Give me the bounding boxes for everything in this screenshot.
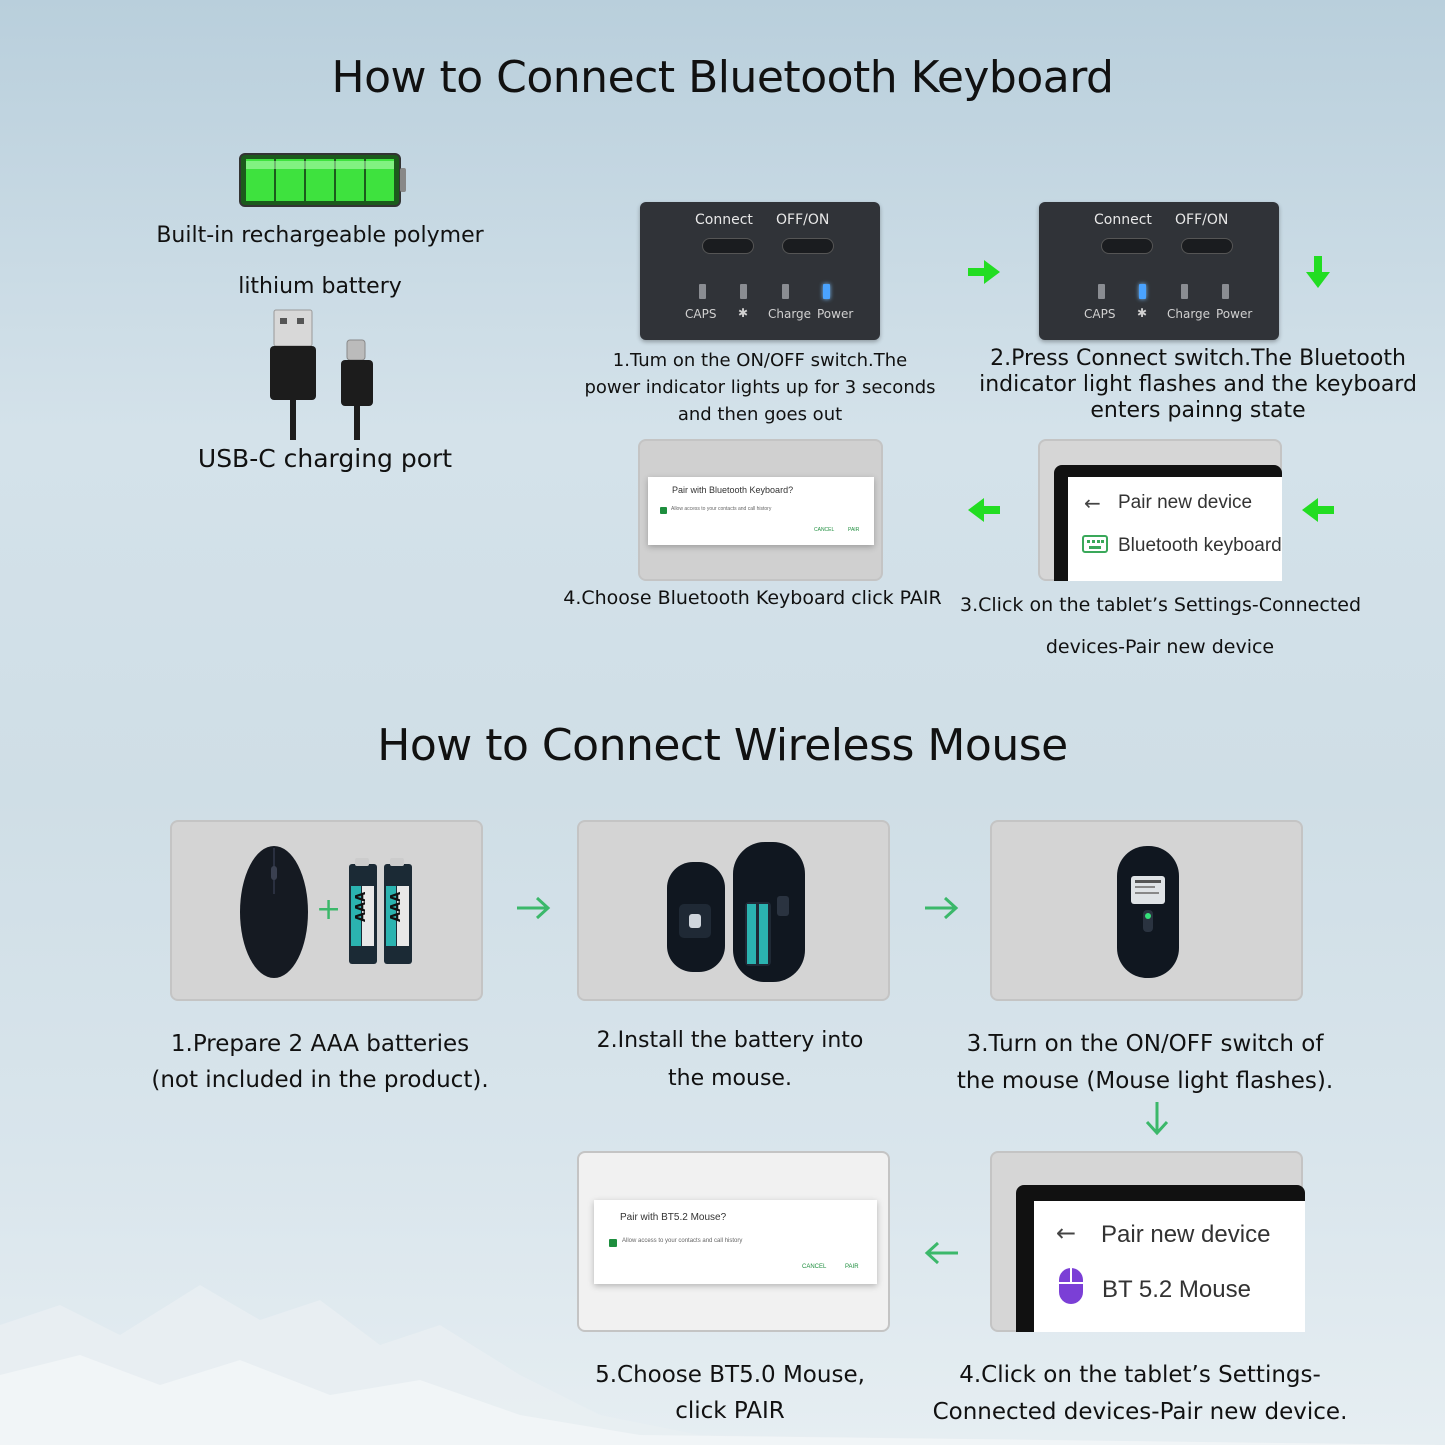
- arrow-left-icon: [1300, 496, 1336, 524]
- pair-new-device-item[interactable]: Pair new device: [1101, 1221, 1271, 1248]
- caption-line: Connected devices-Pair new device.: [932, 1399, 1348, 1425]
- keyboard-step4-panel: [638, 439, 883, 581]
- caption-line: click PAIR: [675, 1398, 785, 1424]
- power-label: Power: [1216, 307, 1253, 321]
- caption-line: power indicator lights up for 3 seconds: [584, 377, 936, 398]
- bt-led: [1139, 284, 1146, 299]
- keyboard-step2-caption: [978, 346, 1418, 424]
- mouse-step5-panel: [577, 1151, 890, 1332]
- caption-line: 3.Turn on the ON/OFF switch of: [966, 1031, 1324, 1057]
- keyboard-panel-step2: [1039, 202, 1279, 340]
- arrow-right-icon: [966, 258, 1002, 286]
- caption-line: (not included in the product).: [151, 1067, 489, 1093]
- caption-line: 4.Click on the tablet’s Settings-: [959, 1362, 1321, 1388]
- aaa-label: AAA: [354, 891, 369, 922]
- power-led: [1222, 284, 1229, 299]
- mouse-step3-caption: [940, 1026, 1350, 1100]
- connect-switch: [702, 238, 754, 254]
- caps-led: [699, 284, 706, 299]
- mouse-step1-caption: [150, 1026, 490, 1098]
- checkbox-icon: [609, 1239, 617, 1247]
- charge-led: [782, 284, 789, 299]
- caps-led: [1098, 284, 1105, 299]
- plus-icon: +: [316, 892, 342, 927]
- caption-line: 5.Choose BT5.0 Mouse,: [595, 1362, 865, 1388]
- bluetooth-icon: ✱: [1137, 306, 1148, 320]
- dialog-question: Pair with BT5.2 Mouse?: [620, 1212, 727, 1223]
- tablet-screen: [1068, 477, 1282, 581]
- caption-line: and then goes out: [677, 404, 843, 425]
- dialog-allow-text: Allow access to your contacts and call history: [622, 1238, 743, 1244]
- arrow-left-icon: [966, 496, 1002, 524]
- arrow-down-icon: [1304, 254, 1332, 290]
- keyboard-icon: [1082, 535, 1108, 553]
- pair-dialog: [594, 1200, 877, 1284]
- pair-dialog: [648, 477, 874, 545]
- arrow-right-icon: [923, 895, 959, 921]
- caption-line: the mouse.: [668, 1066, 792, 1091]
- offon-label: OFF/ON: [1175, 212, 1229, 228]
- arrow-down-icon: [1144, 1100, 1170, 1136]
- offon-label: OFF/ON: [776, 212, 830, 228]
- checkbox-icon: [660, 507, 667, 514]
- mouse-step5-caption: [560, 1357, 900, 1429]
- pair-new-device-item[interactable]: Pair new device: [1118, 492, 1253, 513]
- charge-label: Charge: [768, 307, 812, 321]
- cancel-button[interactable]: CANCEL: [814, 527, 835, 533]
- bluetooth-icon: ✱: [738, 306, 749, 320]
- bt-led: [740, 284, 747, 299]
- caption-line: 2.Press Connect switch.The Bluetooth: [990, 346, 1406, 371]
- caption-line: devices-Pair new device: [1045, 636, 1275, 658]
- usb-caption: USB-C charging port: [197, 444, 453, 473]
- battery-icon: [238, 152, 408, 208]
- battery-caption: [140, 210, 500, 312]
- usb-cable-icon: [262, 306, 387, 442]
- bt-mouse-item[interactable]: BT 5.2 Mouse: [1102, 1276, 1251, 1303]
- mouse-step4-caption: [920, 1357, 1360, 1431]
- charge-led: [1181, 284, 1188, 299]
- keyboard-panel-step1: [640, 202, 880, 340]
- mouse-step4-panel: [990, 1151, 1303, 1332]
- keyboard-step4-caption: 4.Choose Bluetooth Keyboard click PAIR: [563, 587, 942, 609]
- connect-label: Connect: [695, 212, 753, 228]
- charge-label: Charge: [1167, 307, 1211, 321]
- caption-line: indicator light flashes and the keyboard: [979, 372, 1417, 397]
- mouse-purple-icon: [1058, 1267, 1084, 1305]
- keyboard-section-title: How to Connect Bluetooth Keyboard: [331, 52, 1114, 103]
- caption-line: 1.Tum on the ON/OFF switch.The: [612, 350, 908, 371]
- mouse-step1-panel: [170, 820, 483, 1001]
- caption-line: 1.Prepare 2 AAA batteries: [170, 1031, 470, 1057]
- power-label: Power: [817, 307, 854, 321]
- back-arrow-icon[interactable]: ←: [1084, 491, 1101, 515]
- tablet-frame: [1016, 1185, 1305, 1332]
- dialog-allow-text: Allow access to your contacts and call history: [671, 506, 772, 512]
- mouse-bottom-icon: [1115, 844, 1181, 980]
- caps-label: CAPS: [685, 307, 717, 321]
- battery-caption-line2: lithium battery: [238, 274, 402, 299]
- arrow-right-icon: [515, 895, 551, 921]
- aaa-label: AAA: [389, 891, 404, 922]
- mouse-battery-install-icon: [665, 840, 809, 986]
- cancel-button[interactable]: CANCEL: [802, 1264, 827, 1270]
- battery-caption-line1: Built-in rechargeable polymer: [156, 223, 484, 248]
- tablet-frame: [1054, 465, 1282, 581]
- back-arrow-icon[interactable]: ←: [1056, 1219, 1077, 1247]
- power-led: [823, 284, 830, 299]
- caps-label: CAPS: [1084, 307, 1116, 321]
- power-switch: [782, 238, 834, 254]
- power-switch: [1181, 238, 1233, 254]
- caption-line: 2.Install the battery into: [596, 1028, 864, 1053]
- mouse-section-title: How to Connect Wireless Mouse: [377, 720, 1068, 771]
- caption-line: the mouse (Mouse light flashes).: [956, 1068, 1334, 1094]
- caption-line: enters painng state: [1090, 398, 1306, 423]
- connect-label: Connect: [1094, 212, 1152, 228]
- keyboard-step1-caption: [580, 347, 940, 428]
- pair-button[interactable]: PAIR: [848, 527, 860, 533]
- bluetooth-keyboard-item[interactable]: Bluetooth keyboard: [1118, 535, 1282, 556]
- mouse-step3-panel: [990, 820, 1303, 1001]
- connect-switch: [1101, 238, 1153, 254]
- caption-line: 3.Click on the tablet’s Settings-Connected: [960, 594, 1362, 616]
- arrow-left-icon: [924, 1240, 960, 1266]
- keyboard-step3-panel: [1038, 439, 1282, 581]
- mouse-step2-panel: [577, 820, 890, 1001]
- mouse-icon: [238, 844, 310, 980]
- dialog-question: Pair with Bluetooth Keyboard?: [672, 485, 794, 495]
- keyboard-step3-caption: [960, 584, 1360, 668]
- pair-button[interactable]: PAIR: [845, 1264, 859, 1270]
- tablet-screen: [1034, 1201, 1305, 1332]
- mouse-step2-caption: [560, 1022, 900, 1098]
